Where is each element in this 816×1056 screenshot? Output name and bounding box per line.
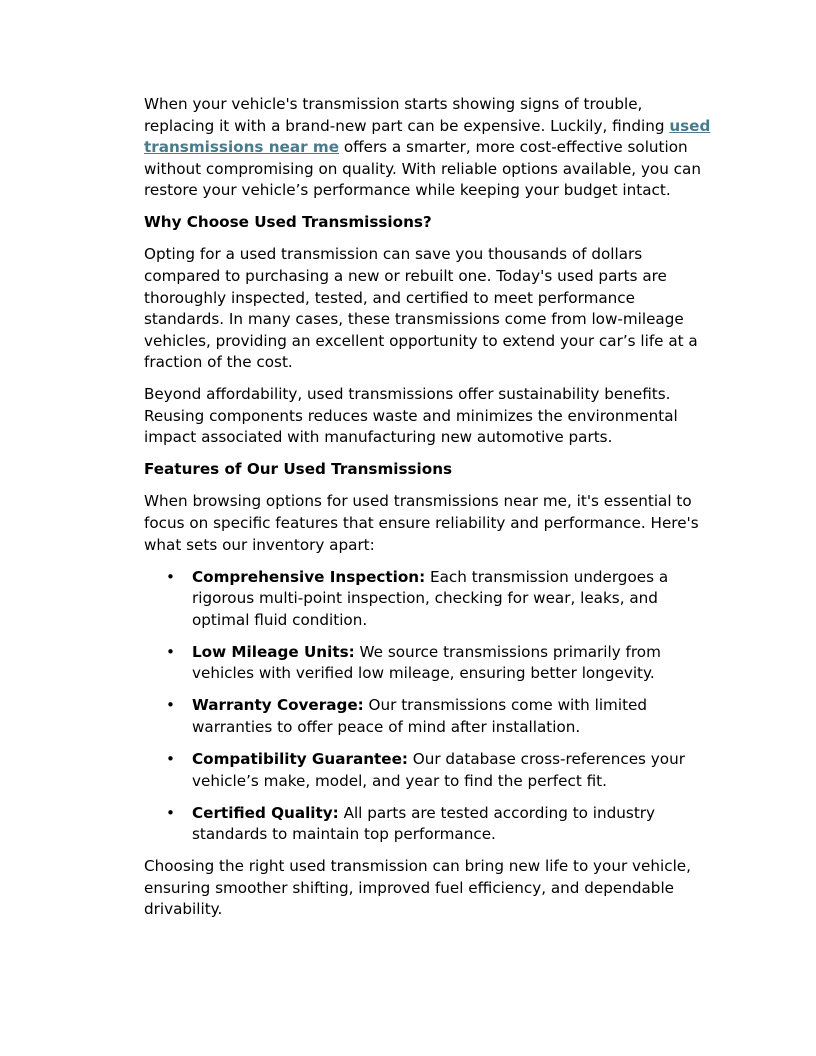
paragraph-features-intro: When browsing options for used transmissions near me, it's essential to focus on specific features that ensure reliability and performance. Here's what sets our inventory apart: (144, 492, 699, 554)
feature-term: Compatibility Guarantee: (192, 749, 408, 768)
intro-paragraph (144, 94, 716, 202)
bullet-icon: • (166, 803, 175, 822)
list-item (166, 695, 716, 738)
features-list (144, 567, 716, 846)
list-item (166, 803, 716, 846)
bullet-icon: • (166, 567, 175, 586)
paragraph-sustainability: Beyond affordability, used transmissions offer sustainability benefits. Reusing components reduces waste and minimizes the environmental impact associated with manufacturing new automotive parts. (144, 385, 678, 447)
bullet-icon: • (166, 749, 175, 768)
feature-text: Each transmission undergoes a rigorous multi-point inspection, checking for wear, leaks, and optimal fluid condition. (192, 567, 669, 629)
bullet-icon: • (166, 642, 175, 661)
feature-term: Certified Quality: (192, 803, 339, 822)
list-item (166, 749, 716, 792)
feature-text: Our transmissions come with limited warranties to offer peace of mind after installation. (192, 696, 648, 736)
feature-term: Comprehensive Inspection: (192, 567, 426, 586)
feature-text: Our database cross-references your vehicle’s make, model, and year to find the perfect fit. (192, 749, 685, 790)
paragraph-savings: Opting for a used transmission can save you thousands of dollars compared to purchasing a new or rebuilt one. Today's used parts are thoroughly inspected, tested, and certified to meet performance standards. In many cases, these transmissions come from low-mileage vehicles, providing an excellent opportunity to extend your car’s life at a fraction of the cost. (144, 245, 698, 372)
intro-text-before-link: When your vehicle's transmission starts showing signs of trouble, replacing it with a brand-new part can be expensive. Luckily, finding (144, 95, 670, 135)
list-item (166, 567, 716, 632)
feature-term: Low Mileage Units: (192, 642, 355, 661)
intro-text-after-link: offers a smarter, more cost-effective solution without compromising on quality. With reliable options available, you can restore your vehicle’s performance while keeping your budget intact. (144, 138, 701, 200)
feature-text: We source transmissions primarily from vehicles with verified low mileage, ensuring better longevity. (192, 642, 661, 683)
list-item (166, 642, 716, 685)
bullet-icon: • (166, 696, 175, 715)
feature-term: Warranty Coverage: (192, 696, 364, 715)
document-page (144, 94, 716, 931)
used-transmissions-link[interactable]: used transmissions near me (144, 116, 711, 157)
section-heading-features: Features of Our Used Transmissions (144, 460, 453, 479)
section-heading-why-choose: Why Choose Used Transmissions? (144, 213, 432, 232)
closing-paragraph: Choosing the right used transmission can bring new life to your vehicle, ensuring smoother shifting, improved fuel efficiency, and dependable drivability. (144, 857, 691, 919)
feature-text: All parts are tested according to industry standards to maintain top performance. (192, 803, 656, 844)
